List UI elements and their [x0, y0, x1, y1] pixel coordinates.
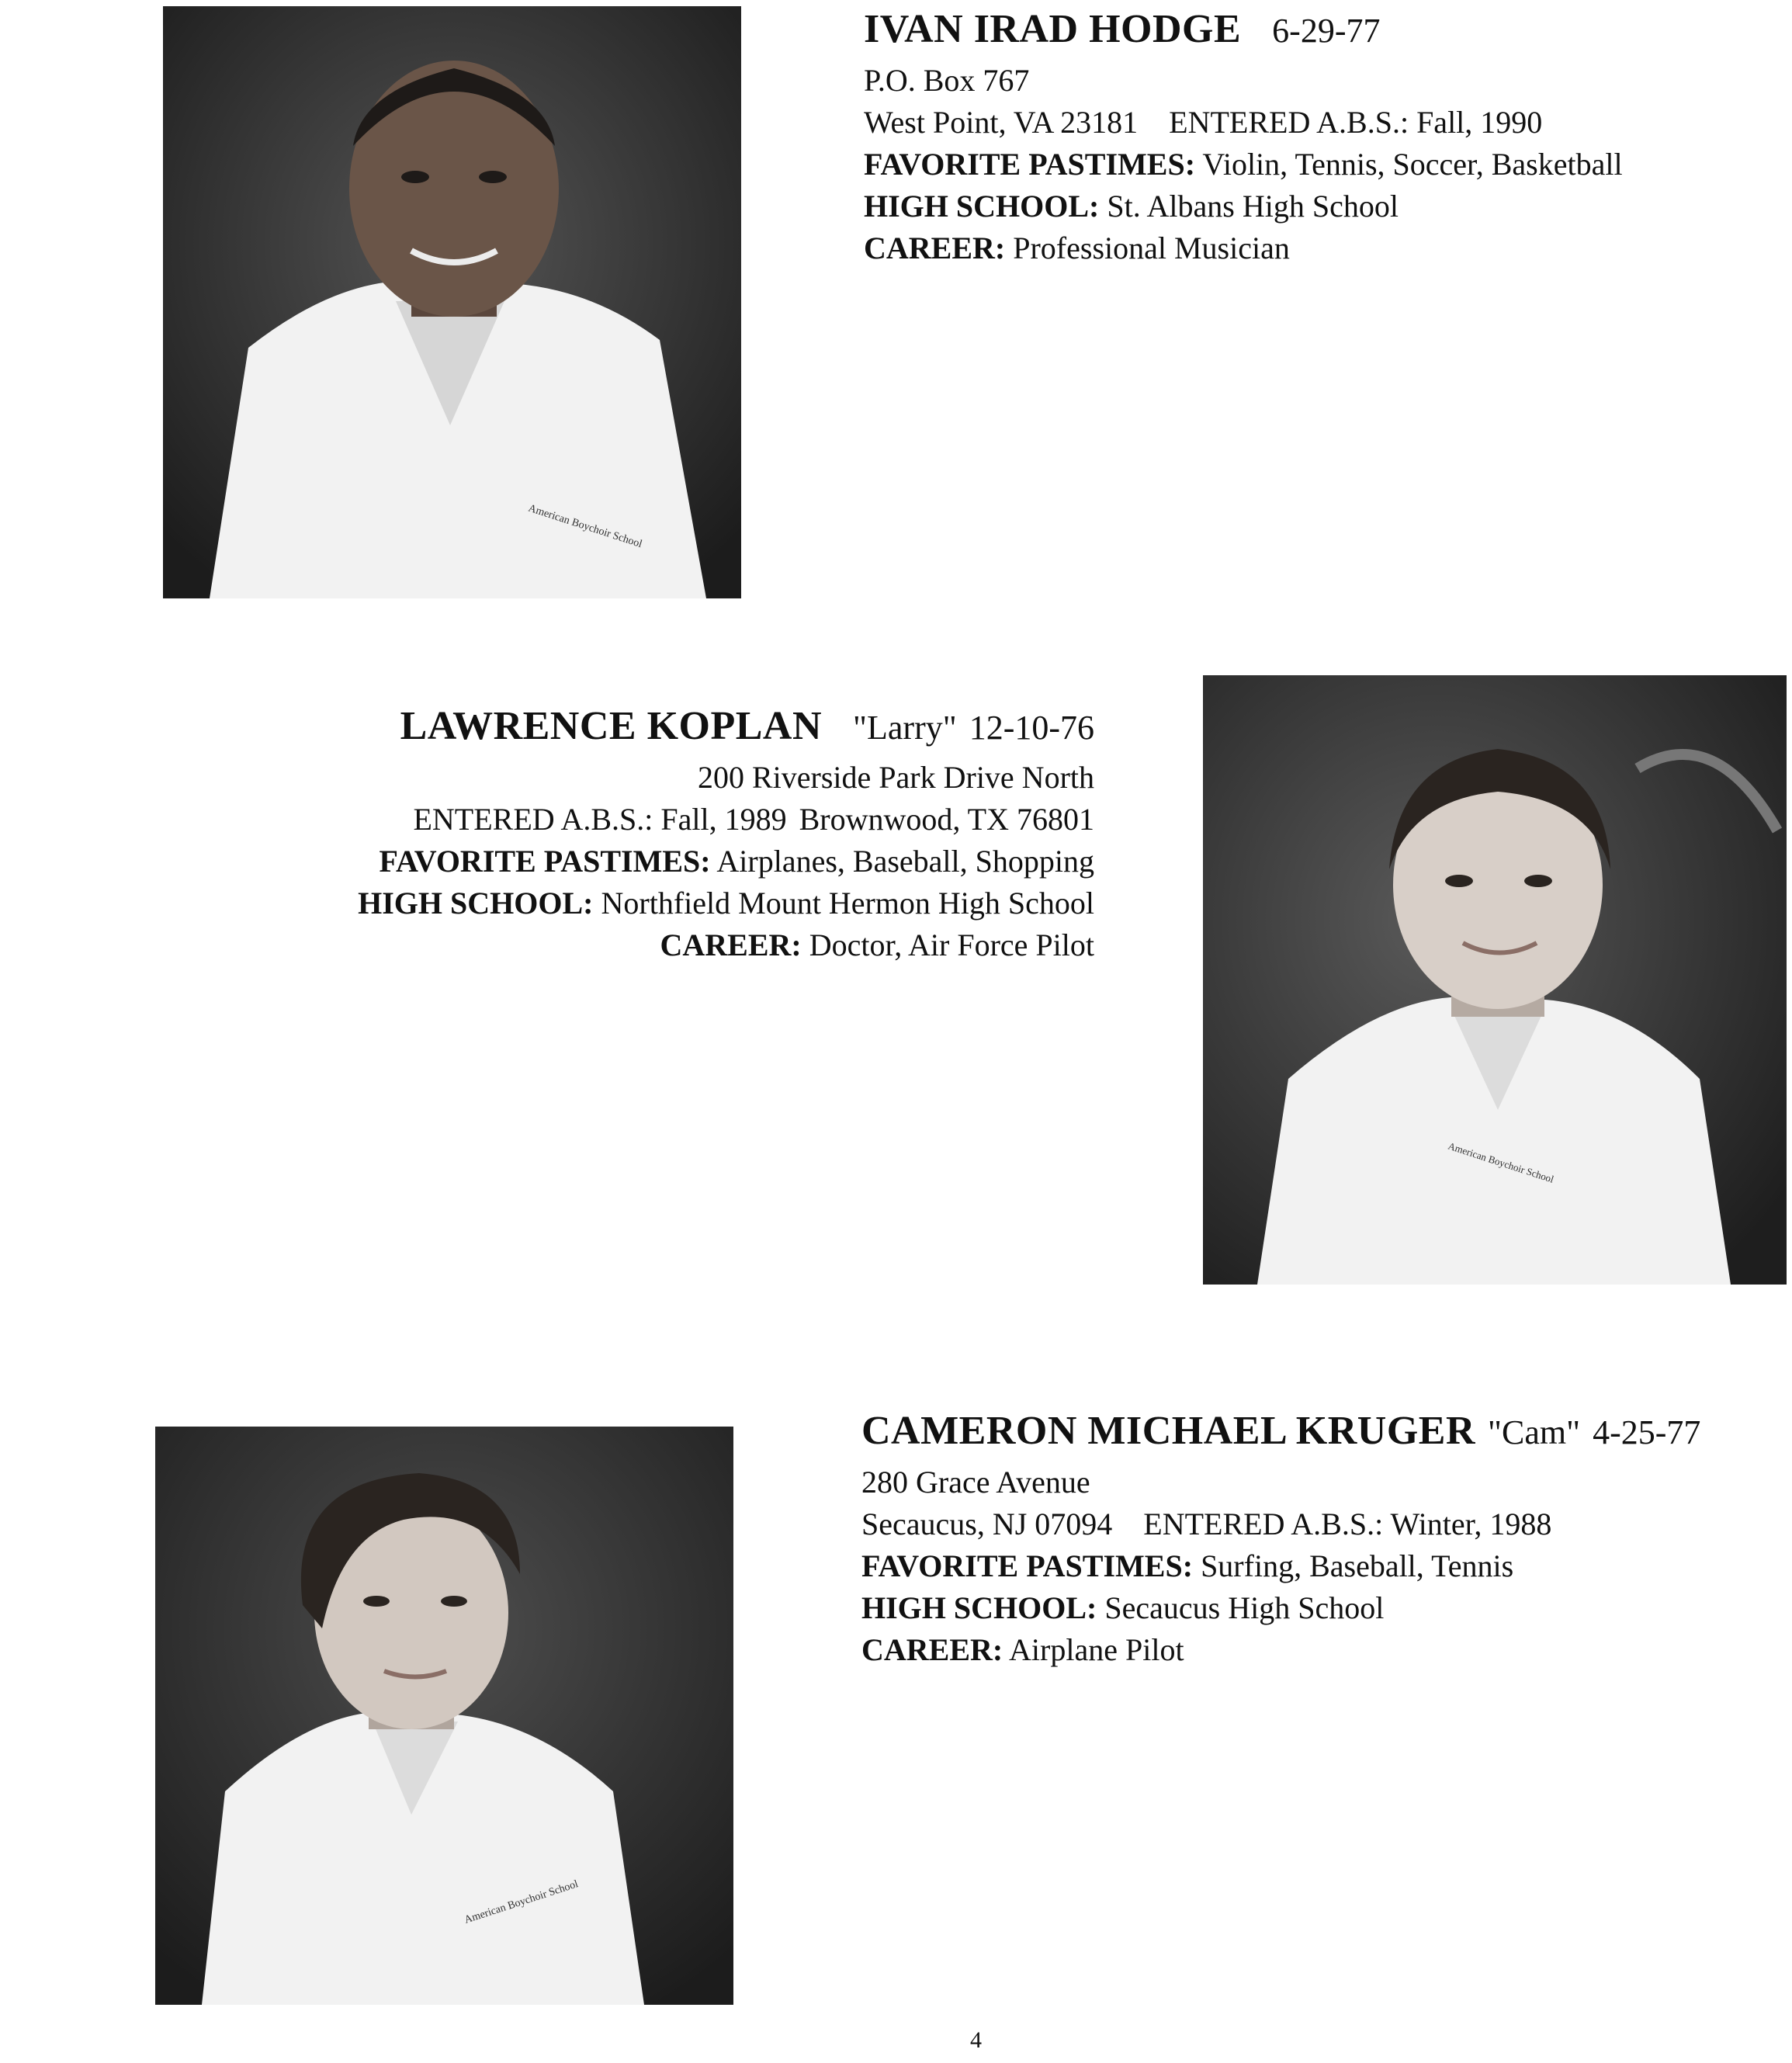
entered-label: ENTERED A.B.S.: — [413, 802, 653, 837]
highschool-label: HIGH SCHOOL: — [864, 189, 1100, 224]
entered-value: Winter, 1988 — [1390, 1507, 1552, 1541]
svg-text:American Boychoir School: American Boychoir School — [1447, 1139, 1555, 1185]
page-number: 4 — [970, 2027, 982, 2053]
pastimes-value: Violin, Tennis, Soccer, Basketball — [1202, 147, 1623, 182]
student-dob: 4-25-77 — [1593, 1413, 1701, 1451]
highschool-value: St. Albans High School — [1107, 189, 1399, 224]
pastimes-label: FAVORITE PASTIMES: — [861, 1548, 1194, 1583]
entered-value: Fall, 1990 — [1416, 105, 1543, 140]
career-label: CAREER: — [660, 927, 802, 962]
pastimes-label: FAVORITE PASTIMES: — [379, 844, 711, 879]
highschool-label: HIGH SCHOOL: — [358, 886, 594, 921]
highschool-value: Secaucus High School — [1104, 1590, 1385, 1625]
student-name: LAWRENCE KOPLAN — [400, 704, 823, 748]
student-nickname: "Cam" — [1488, 1413, 1581, 1451]
pastimes-label: FAVORITE PASTIMES: — [864, 147, 1196, 182]
svg-text:American Boychoir School: American Boychoir School — [526, 502, 644, 551]
career-label: CAREER: — [864, 231, 1006, 265]
pastimes-value: Airplanes, Baseball, Shopping — [716, 844, 1094, 879]
student-address-line2: Secaucus, NJ 07094 — [861, 1507, 1113, 1541]
student-dob: 12-10-76 — [969, 709, 1094, 747]
svg-text:American Boychoir School: American Boychoir School — [463, 1878, 580, 1926]
entered-label: ENTERED A.B.S.: — [1169, 105, 1409, 140]
entered-label: ENTERED A.B.S.: — [1143, 1507, 1384, 1541]
student-address-line1: 280 Grace Avenue — [861, 1465, 1090, 1500]
career-value: Doctor, Air Force Pilot — [809, 927, 1094, 962]
highschool-value: Northfield Mount Hermon High School — [601, 886, 1094, 921]
student-address-line1: 200 Riverside Park Drive North — [697, 760, 1094, 795]
student-entry-hodge — [864, 2, 1623, 269]
entered-value: Fall, 1989 — [660, 802, 787, 837]
student-name: CAMERON MICHAEL KRUGER — [861, 1409, 1476, 1453]
student-photo-kruger — [155, 1427, 733, 2005]
student-dob: 6-29-77 — [1272, 12, 1381, 50]
highschool-label: HIGH SCHOOL: — [861, 1590, 1097, 1625]
career-value: Professional Musician — [1013, 231, 1290, 265]
career-label: CAREER: — [861, 1632, 1003, 1667]
career-value: Airplane Pilot — [1009, 1632, 1184, 1667]
student-address-line1: P.O. Box 767 — [864, 63, 1030, 98]
student-nickname: "Larry" — [853, 709, 957, 747]
student-address-line2: Brownwood, TX 76801 — [799, 802, 1094, 837]
student-photo-koplan — [1203, 675, 1787, 1285]
student-name: IVAN IRAD HODGE — [864, 7, 1242, 51]
student-entry-kruger — [861, 1403, 1700, 1671]
student-address-line2: West Point, VA 23181 — [864, 105, 1139, 140]
pastimes-value: Surfing, Baseball, Tennis — [1201, 1548, 1514, 1583]
student-photo-hodge — [163, 6, 741, 598]
student-entry-koplan — [358, 699, 1094, 966]
